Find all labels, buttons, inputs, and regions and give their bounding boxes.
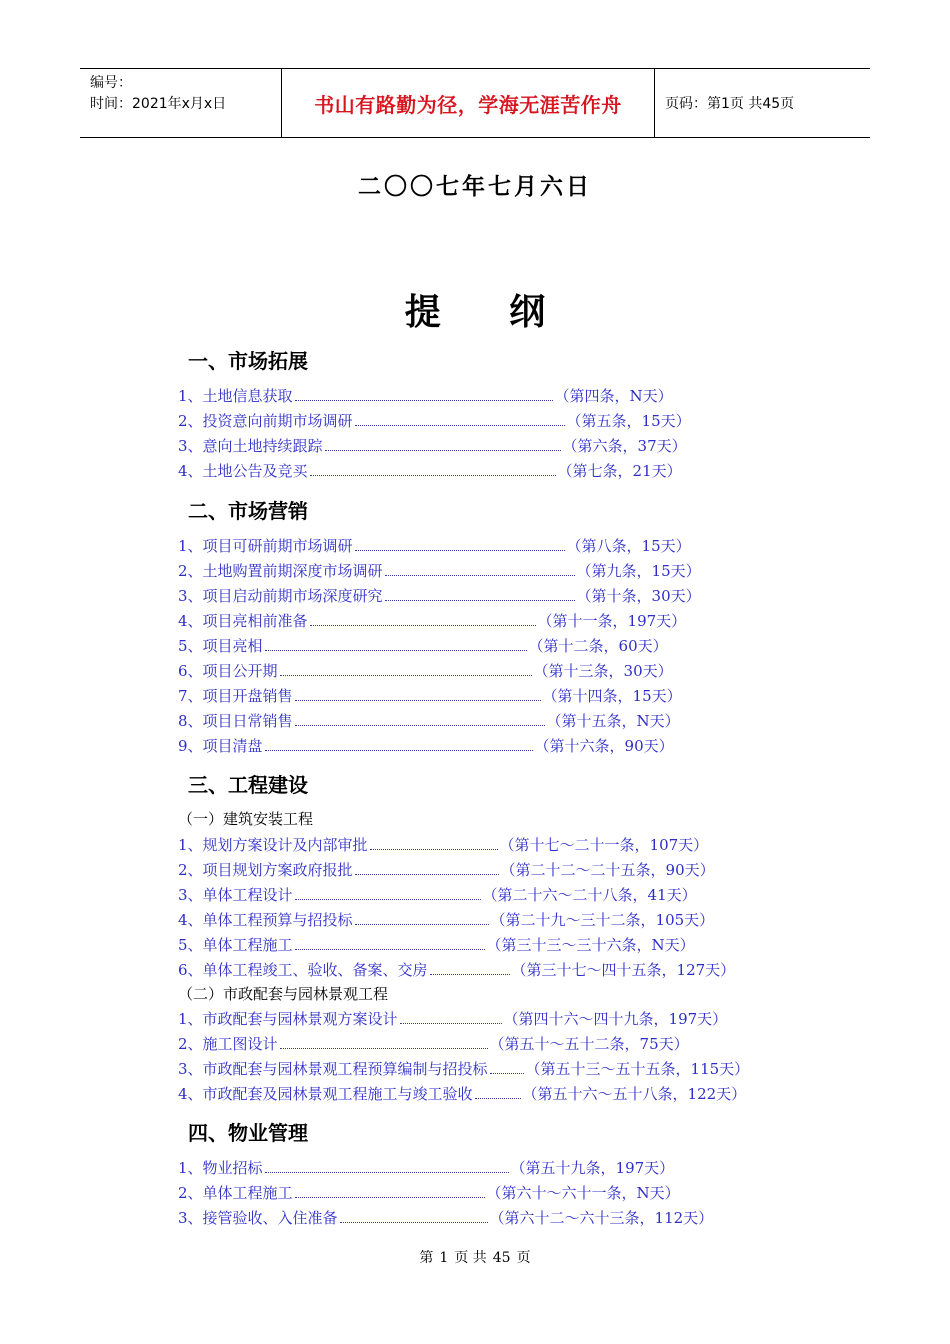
toc-item-ref: （第五十三～五十五条，115天） bbox=[525, 1059, 750, 1078]
toc-item-ref: （第四条，N天） bbox=[554, 386, 673, 405]
toc-item-ref: （第五条，15天） bbox=[566, 411, 691, 430]
leader-dots bbox=[325, 449, 561, 451]
leader-dots bbox=[265, 1171, 509, 1173]
leader-dots bbox=[295, 1196, 485, 1198]
toc-item-name: 3、意向土地持续跟踪 bbox=[178, 436, 323, 455]
toc-item-ref: （第九条，15天） bbox=[576, 561, 701, 580]
footer-suffix: 页 bbox=[516, 1250, 531, 1266]
toc-item[interactable] bbox=[178, 609, 686, 631]
date-line: 二〇〇七年七月六日 bbox=[358, 174, 592, 200]
toc-item-name: 4、项目亮相前准备 bbox=[178, 611, 308, 630]
toc-item-name: 2、单体工程施工 bbox=[178, 1183, 293, 1202]
toc-item-name: 5、单体工程施工 bbox=[178, 935, 293, 954]
toc-item[interactable] bbox=[178, 933, 695, 955]
leader-dots bbox=[430, 973, 510, 975]
toc-item-ref: （第十七～二十一条，107天） bbox=[499, 835, 709, 854]
toc-item-name: 3、项目启动前期市场深度研究 bbox=[178, 586, 383, 605]
footer-page-number: 1 bbox=[439, 1250, 449, 1266]
footer-middle: 页 共 bbox=[454, 1250, 487, 1266]
toc-item-name: 1、物业招标 bbox=[178, 1158, 263, 1177]
toc-item[interactable] bbox=[178, 1007, 727, 1029]
toc-item-name: 6、项目公开期 bbox=[178, 661, 278, 680]
time-label: 时间：2021年x月x日 bbox=[90, 96, 227, 112]
leader-dots bbox=[295, 948, 485, 950]
section-heading: 二、市场营销 bbox=[188, 499, 308, 523]
page-label: 页码：第1页 共45页 bbox=[665, 96, 795, 112]
toc-item-name: 1、规划方案设计及内部审批 bbox=[178, 835, 368, 854]
leader-dots bbox=[280, 1047, 488, 1049]
toc-item-name: 7、项目开盘销售 bbox=[178, 686, 293, 705]
toc-item-ref: （第六条，37天） bbox=[562, 436, 687, 455]
toc-item-name: 1、项目可研前期市场调研 bbox=[178, 536, 353, 555]
leader-dots bbox=[310, 474, 556, 476]
leader-dots bbox=[310, 624, 536, 626]
leader-dots bbox=[355, 424, 565, 426]
toc-item-name: 9、项目清盘 bbox=[178, 736, 263, 755]
leader-dots bbox=[385, 599, 575, 601]
toc-item-ref: （第六十～六十一条，N天） bbox=[486, 1183, 680, 1202]
toc-item[interactable] bbox=[178, 734, 674, 756]
toc-item[interactable] bbox=[178, 584, 701, 606]
toc-item-ref: （第二十九～三十二条，105天） bbox=[490, 910, 715, 929]
toc-item[interactable] bbox=[178, 858, 715, 880]
toc-item-ref: （第二十二～二十五条，90天） bbox=[500, 860, 715, 879]
toc-item[interactable] bbox=[178, 659, 673, 681]
motto: 书山有路勤为径，学海无涯苦作舟 bbox=[282, 69, 655, 137]
leader-dots bbox=[295, 399, 553, 401]
toc-item-ref: （第十四条，15天） bbox=[542, 686, 682, 705]
toc-item[interactable] bbox=[178, 459, 682, 481]
toc-item-ref: （第八条，15天） bbox=[566, 536, 691, 555]
leader-dots bbox=[340, 1221, 488, 1223]
toc-item-ref: （第三十三～三十六条，N天） bbox=[486, 935, 695, 954]
leader-dots bbox=[295, 724, 545, 726]
toc-item-name: 4、土地公告及竞买 bbox=[178, 461, 308, 480]
section-heading: 一、市场拓展 bbox=[188, 349, 308, 373]
toc-item[interactable] bbox=[178, 534, 691, 556]
toc-item-name: 1、市政配套与园林景观方案设计 bbox=[178, 1009, 398, 1028]
toc-item-ref: （第十六条，90天） bbox=[534, 736, 674, 755]
toc-item-name: 8、项目日常销售 bbox=[178, 711, 293, 730]
leader-dots bbox=[355, 549, 565, 551]
toc-item-name: 5、项目亮相 bbox=[178, 636, 263, 655]
toc-item[interactable] bbox=[178, 1181, 680, 1203]
toc-item-ref: （第五十九条，197天） bbox=[510, 1158, 675, 1177]
toc-item-name: 3、市政配套与园林景观工程预算编制与招投标 bbox=[178, 1059, 488, 1078]
toc-item-ref: （第七条，21天） bbox=[557, 461, 682, 480]
toc-item[interactable] bbox=[178, 1206, 713, 1228]
leader-dots bbox=[295, 699, 541, 701]
toc-item-ref: （第四十六～四十九条，197天） bbox=[503, 1009, 728, 1028]
subsection-heading: （二）市政配套与园林景观工程 bbox=[178, 985, 389, 1003]
toc-item[interactable] bbox=[178, 434, 687, 456]
toc-item[interactable] bbox=[178, 684, 682, 706]
leader-dots bbox=[265, 649, 527, 651]
page-footer bbox=[0, 1247, 950, 1267]
page-title: 提 纲 bbox=[404, 292, 574, 333]
leader-dots bbox=[475, 1097, 521, 1099]
leader-dots bbox=[280, 674, 532, 676]
subsection-heading: （一）建筑安装工程 bbox=[178, 810, 314, 828]
toc-item-name: 2、投资意向前期市场调研 bbox=[178, 411, 353, 430]
leader-dots bbox=[490, 1072, 524, 1074]
toc-item[interactable] bbox=[178, 1032, 689, 1054]
toc-item-ref: （第十五条，N天） bbox=[546, 711, 680, 730]
toc-item-ref: （第十一条，197天） bbox=[537, 611, 687, 630]
toc-item[interactable] bbox=[178, 833, 708, 855]
toc-item-ref: （第五十～五十二条，75天） bbox=[489, 1034, 689, 1053]
toc-item-ref: （第六十二～六十三条，112天） bbox=[489, 1208, 714, 1227]
toc-item[interactable] bbox=[178, 634, 668, 656]
toc-item[interactable] bbox=[178, 1156, 674, 1178]
toc-item-name: 1、土地信息获取 bbox=[178, 386, 293, 405]
toc-item-ref: （第十条，30天） bbox=[576, 586, 701, 605]
toc-item[interactable] bbox=[178, 908, 714, 930]
leader-dots bbox=[355, 873, 499, 875]
toc-item-ref: （第十二条，60天） bbox=[528, 636, 668, 655]
toc-item[interactable] bbox=[178, 384, 673, 406]
header-left-cell bbox=[80, 69, 282, 137]
toc-item[interactable] bbox=[178, 958, 735, 980]
toc-item-name: 4、单体工程预算与招投标 bbox=[178, 910, 353, 929]
footer-total-pages: 45 bbox=[492, 1250, 511, 1266]
section-heading: 三、工程建设 bbox=[188, 773, 308, 797]
toc-item[interactable] bbox=[178, 409, 691, 431]
number-label: 编号： bbox=[90, 75, 132, 91]
toc-item-name: 3、接管验收、入住准备 bbox=[178, 1208, 338, 1227]
footer-prefix: 第 bbox=[419, 1250, 434, 1266]
toc-item-name: 3、单体工程设计 bbox=[178, 885, 293, 904]
toc-item-ref: （第五十六～五十八条，122天） bbox=[522, 1084, 747, 1103]
leader-dots bbox=[295, 898, 481, 900]
toc-item-name: 4、市政配套及园林景观工程施工与竣工验收 bbox=[178, 1084, 473, 1103]
toc-item-ref: （第十三条，30天） bbox=[533, 661, 673, 680]
section-heading: 四、物业管理 bbox=[188, 1121, 308, 1145]
leader-dots bbox=[265, 749, 533, 751]
page-header bbox=[80, 68, 870, 138]
toc-item[interactable] bbox=[178, 559, 701, 581]
toc-item-ref: （第三十七～四十五条，127天） bbox=[511, 960, 736, 979]
toc-item-name: 2、施工图设计 bbox=[178, 1034, 278, 1053]
toc-item-name: 6、单体工程竣工、验收、备案、交房 bbox=[178, 960, 428, 979]
toc-item[interactable] bbox=[178, 883, 697, 905]
leader-dots bbox=[370, 848, 498, 850]
toc-item-name: 2、项目规划方案政府报批 bbox=[178, 860, 353, 879]
toc-item[interactable] bbox=[178, 1057, 749, 1079]
leader-dots bbox=[385, 574, 575, 576]
toc-item-name: 2、土地购置前期深度市场调研 bbox=[178, 561, 383, 580]
toc-item-ref: （第二十六～二十八条，41天） bbox=[482, 885, 697, 904]
leader-dots bbox=[400, 1022, 502, 1024]
toc-item[interactable] bbox=[178, 709, 680, 731]
toc-item[interactable] bbox=[178, 1082, 746, 1104]
leader-dots bbox=[355, 923, 489, 925]
